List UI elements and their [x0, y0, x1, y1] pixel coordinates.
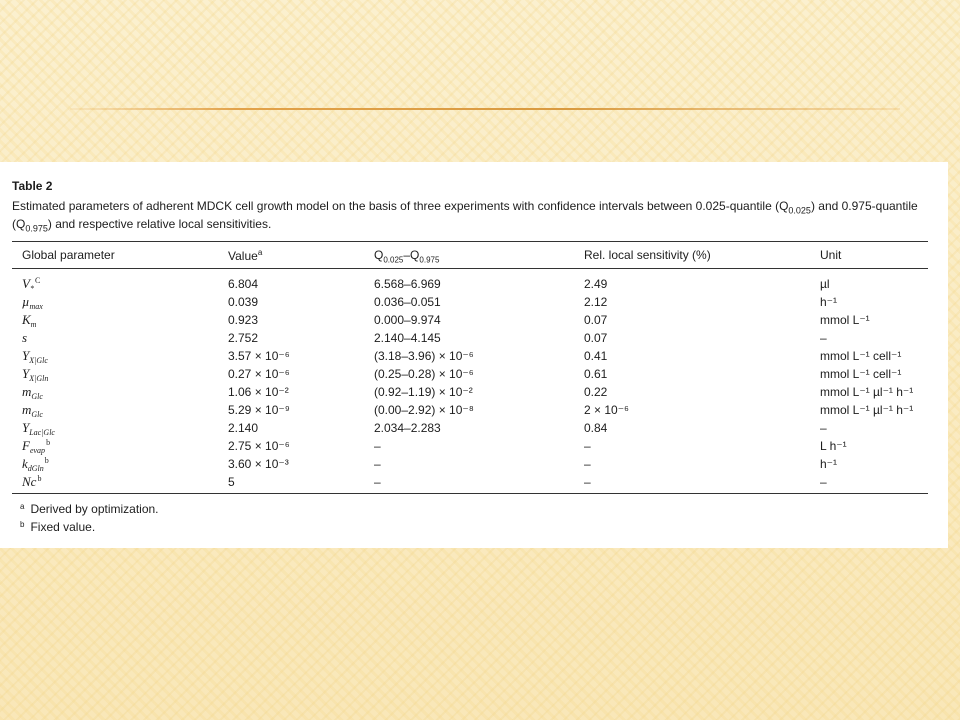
unit-cell: L h⁻¹	[820, 439, 847, 453]
param-symbol: m	[22, 384, 32, 399]
interval-cell: (0.25–0.28) × 10⁻⁶	[374, 367, 474, 381]
interval-cell: 0.000–9.974	[374, 313, 441, 327]
param-symbol: k	[22, 456, 28, 471]
param-subscript: Glc	[31, 392, 43, 401]
footnote-a	[20, 502, 159, 516]
interval-cell: (3.18–3.96) × 10⁻⁶	[374, 349, 474, 363]
value-cell: 1.06 × 10⁻²	[228, 385, 289, 399]
table-row	[0, 347, 948, 365]
param-subscript: max	[29, 302, 43, 311]
value-cell: 0.923	[228, 313, 259, 327]
value-cell: 2.75 × 10⁻⁶	[228, 439, 290, 453]
footnote-mark: a	[20, 502, 25, 511]
param-cell	[22, 455, 49, 475]
param-symbol: Y	[22, 348, 30, 363]
header-global-parameter: Global parameter	[22, 248, 115, 262]
interval-cell: 2.034–2.283	[374, 421, 441, 435]
header-sensitivity: Rel. local sensitivity (%)	[584, 248, 711, 262]
footnote-mark: b	[20, 520, 25, 529]
param-superscript: b	[44, 456, 49, 465]
param-symbol: K	[22, 312, 31, 327]
param-subscript: *	[29, 284, 34, 293]
param-cell	[22, 437, 50, 457]
value-cell: 5	[228, 475, 235, 489]
param-subscript: X|Gln	[29, 374, 49, 383]
table-bottom-rule	[12, 493, 928, 494]
interval-cell: –	[374, 475, 381, 489]
param-cell	[22, 401, 44, 421]
param-cell	[22, 329, 28, 349]
footnote-text: Fixed value.	[30, 520, 96, 534]
interval-cell: 2.140–4.145	[374, 331, 441, 345]
header-quantile-interval	[374, 248, 439, 264]
interval-cell: 6.568–6.969	[374, 277, 441, 291]
unit-cell: h⁻¹	[820, 295, 838, 309]
param-cell	[22, 383, 44, 403]
footnote-b	[20, 520, 95, 534]
param-symbol: V	[22, 276, 30, 291]
interval-cell: –	[374, 439, 381, 453]
value-cell: 5.29 × 10⁻⁹	[228, 403, 290, 417]
table-number: Table 2	[12, 179, 53, 193]
value-cell: 3.57 × 10⁻⁶	[228, 349, 290, 363]
value-cell: 3.60 × 10⁻³	[228, 457, 289, 471]
param-cell	[22, 275, 40, 295]
header-q-letter: Q	[374, 248, 384, 262]
table-image-panel	[0, 162, 948, 548]
param-subscript: X|Glc	[29, 356, 48, 365]
param-symbol: Y	[22, 420, 30, 435]
table-row	[0, 473, 948, 491]
table-row	[0, 419, 948, 437]
param-cell	[22, 419, 56, 439]
unit-cell: –	[820, 331, 827, 345]
param-cell	[22, 311, 37, 331]
unit-cell: –	[820, 475, 827, 489]
value-cell: 6.804	[228, 277, 259, 291]
caption-part-1: Estimated parameters of adherent MDCK cell growth model on the basis of three experiments with confidence intervals between 0.025-quantile (Q	[12, 199, 789, 213]
sensitivity-cell: 0.07	[584, 331, 608, 345]
footnote-text: Derived by optimization.	[30, 502, 159, 516]
table-row	[0, 383, 948, 401]
caption-q-high: 0.975	[25, 223, 48, 234]
param-superscript: b	[37, 474, 42, 483]
param-subscript: Glc	[31, 410, 43, 419]
sensitivity-cell: 2.49	[584, 277, 608, 291]
param-symbol: µ	[22, 294, 30, 309]
param-symbol: Nc	[22, 474, 37, 489]
table-row	[0, 311, 948, 329]
unit-cell: µl	[820, 277, 830, 291]
table-row	[0, 293, 948, 311]
value-cell: 0.039	[228, 295, 259, 309]
param-cell	[22, 347, 49, 367]
param-superscript: C	[34, 276, 41, 285]
sensitivity-cell: –	[584, 475, 591, 489]
param-symbol: s	[22, 330, 28, 345]
header-q-dash: –Q	[403, 248, 420, 262]
unit-cell: mmol L⁻¹ µl⁻¹ h⁻¹	[820, 385, 914, 399]
param-cell	[22, 293, 44, 313]
sensitivity-cell: –	[584, 439, 591, 453]
value-cell: 0.27 × 10⁻⁶	[228, 367, 290, 381]
table-header-rule	[12, 268, 928, 269]
sensitivity-cell: 0.22	[584, 385, 608, 399]
sensitivity-cell: 0.41	[584, 349, 608, 363]
slide-title-divider	[70, 108, 900, 110]
caption-q-low: 0.025	[788, 205, 811, 216]
caption-part-2: ) and 0.975-quantile (Q	[12, 199, 918, 231]
header-value-footnote-mark: a	[257, 248, 263, 257]
interval-cell: (0.92–1.19) × 10⁻²	[374, 385, 473, 399]
sensitivity-cell: –	[584, 457, 591, 471]
table-row	[0, 401, 948, 419]
table-row	[0, 455, 948, 473]
value-cell: 2.752	[228, 331, 259, 345]
unit-cell: –	[820, 421, 827, 435]
unit-cell: mmol L⁻¹ µl⁻¹ h⁻¹	[820, 403, 914, 417]
header-value-label: Value	[228, 249, 258, 263]
table-row	[0, 365, 948, 383]
param-subscript: m	[30, 320, 37, 329]
sensitivity-cell: 0.07	[584, 313, 608, 327]
param-symbol: F	[22, 438, 30, 453]
interval-cell: –	[374, 457, 381, 471]
param-cell	[22, 473, 41, 493]
unit-cell: mmol L⁻¹ cell⁻¹	[820, 367, 902, 381]
param-superscript: b	[46, 438, 51, 447]
param-subscript: dGln	[27, 464, 44, 473]
value-cell: 2.140	[228, 421, 259, 435]
unit-cell: mmol L⁻¹	[820, 313, 870, 327]
interval-cell: 0.036–0.051	[374, 295, 441, 309]
unit-cell: h⁻¹	[820, 457, 838, 471]
param-subscript: evap	[29, 446, 46, 455]
table-row	[0, 329, 948, 347]
sensitivity-cell: 0.84	[584, 421, 608, 435]
table-row	[0, 437, 948, 455]
table-row	[0, 275, 948, 293]
param-cell	[22, 365, 49, 385]
caption-part-3: ) and respective relative local sensitivities.	[47, 217, 272, 231]
table-caption	[12, 197, 937, 233]
interval-cell: (0.00–2.92) × 10⁻⁸	[374, 403, 474, 417]
header-q-low: 0.025	[383, 255, 404, 265]
header-value	[228, 248, 262, 263]
sensitivity-cell: 0.61	[584, 367, 608, 381]
sensitivity-cell: 2.12	[584, 295, 608, 309]
unit-cell: mmol L⁻¹ cell⁻¹	[820, 349, 902, 363]
param-symbol: Y	[22, 366, 30, 381]
sensitivity-cell: 2 × 10⁻⁶	[584, 403, 629, 417]
param-subscript: Lac|Glc	[29, 428, 55, 437]
header-q-high: 0.975	[419, 255, 440, 265]
param-symbol: m	[22, 402, 32, 417]
table-top-rule	[12, 241, 928, 242]
header-unit: Unit	[820, 248, 842, 262]
